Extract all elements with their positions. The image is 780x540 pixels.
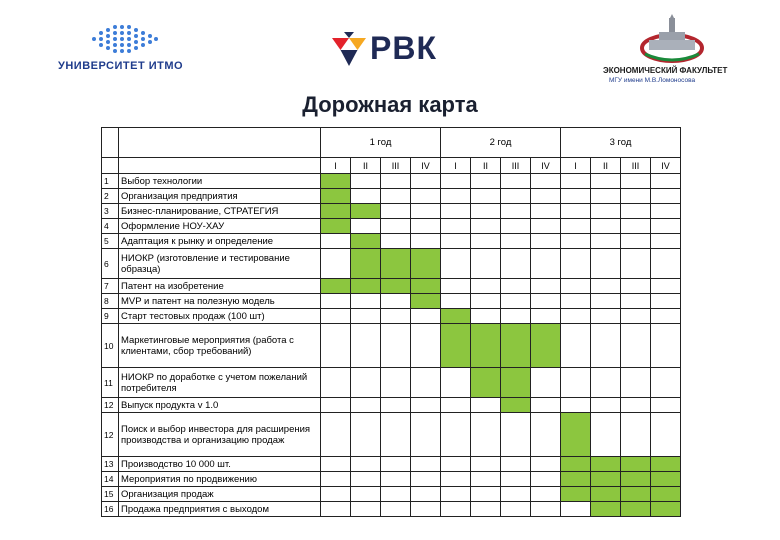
timeline-cell [381,487,411,502]
table-row [102,294,681,309]
timeline-cell [351,309,381,324]
timeline-cell [441,413,471,457]
task-name: Маркетинговые мероприятия (работа с клиентами, сбор требований) [119,324,321,368]
timeline-cell [651,204,681,219]
timeline-cell [351,472,381,487]
timeline-cell [321,368,351,398]
timeline-cell [411,413,441,457]
timeline-cell [591,324,621,368]
timeline-cell [531,189,561,204]
table-row [102,279,681,294]
timeline-cell [411,472,441,487]
timeline-cell [471,413,501,457]
quarter-header: II [591,158,621,174]
timeline-cell-active [651,472,681,487]
table-row [102,368,681,398]
timeline-cell [411,398,441,413]
timeline-cell-active [651,487,681,502]
timeline-cell [561,502,591,517]
timeline-cell [561,219,591,234]
roadmap-table [101,127,681,517]
timeline-cell [621,174,651,189]
task-name: НИОКР по доработке с учетом пожеланий потребителя [119,368,321,398]
page-title: Дорожная карта [302,92,478,117]
timeline-cell [441,294,471,309]
task-name: MVP и патент на полезную модель [119,294,321,309]
quarter-header: IV [411,158,441,174]
rvk-mark-icon [332,32,366,68]
task-name: Оформление НОУ-ХАУ [119,219,321,234]
econ-faculty-title: ЭКОНОМИЧЕСКИЙ ФАКУЛЬТЕТ [603,66,728,75]
quarter-header: IV [651,158,681,174]
timeline-cell [561,234,591,249]
timeline-cell-active [471,368,501,398]
timeline-cell-active [501,368,531,398]
timeline-cell [501,219,531,234]
timeline-cell [441,502,471,517]
timeline-cell [441,457,471,472]
timeline-cell [651,279,681,294]
row-number: 8 [102,294,119,309]
quarter-header: II [351,158,381,174]
timeline-cell [591,279,621,294]
timeline-cell [471,219,501,234]
timeline-cell [471,309,501,324]
timeline-cell [351,219,381,234]
year-header: 1 год [321,128,441,158]
row-number: 15 [102,487,119,502]
timeline-cell [561,309,591,324]
timeline-cell [501,174,531,189]
row-number: 14 [102,472,119,487]
timeline-cell [381,189,411,204]
itmo-dots-icon [90,22,160,56]
timeline-cell [531,204,561,219]
timeline-cell-active [621,457,651,472]
row-number: 16 [102,502,119,517]
timeline-cell [501,457,531,472]
header-corner [119,158,321,174]
timeline-cell [501,472,531,487]
timeline-cell [501,279,531,294]
timeline-cell [651,189,681,204]
timeline-cell-active [651,457,681,472]
timeline-cell [321,398,351,413]
task-name: Производство 10 000 шт. [119,457,321,472]
timeline-cell [561,398,591,413]
timeline-cell [501,234,531,249]
timeline-cell [591,249,621,279]
timeline-cell-active [621,487,651,502]
table-row [102,487,681,502]
timeline-cell [351,413,381,457]
timeline-cell [531,234,561,249]
timeline-cell [471,294,501,309]
task-name: Мероприятия по продвижению [119,472,321,487]
table-row [102,234,681,249]
timeline-cell [561,324,591,368]
timeline-cell [651,309,681,324]
timeline-cell [351,487,381,502]
table-row [102,324,681,368]
timeline-cell [561,189,591,204]
timeline-cell [321,234,351,249]
timeline-cell [471,174,501,189]
timeline-cell [351,398,381,413]
msu-building-icon [639,14,705,64]
timeline-cell [411,174,441,189]
timeline-cell [381,398,411,413]
timeline-cell [651,398,681,413]
timeline-cell [591,398,621,413]
timeline-cell [621,294,651,309]
timeline-cell [621,249,651,279]
timeline-cell [411,219,441,234]
timeline-cell [651,413,681,457]
timeline-cell [591,294,621,309]
timeline-cell [321,294,351,309]
timeline-cell [351,294,381,309]
timeline-cell [441,204,471,219]
timeline-cell [591,368,621,398]
timeline-cell [381,204,411,219]
timeline-cell [651,234,681,249]
timeline-cell [321,309,351,324]
timeline-cell [411,234,441,249]
timeline-cell [411,368,441,398]
timeline-cell [411,324,441,368]
timeline-cell [411,487,441,502]
task-name: Патент на изобретение [119,279,321,294]
timeline-cell [531,457,561,472]
quarter-header: I [321,158,351,174]
timeline-cell [501,189,531,204]
table-row [102,472,681,487]
timeline-cell [321,487,351,502]
rvk-logo-text: РВК [370,30,437,66]
timeline-cell [591,309,621,324]
timeline-cell [531,219,561,234]
timeline-cell-active [351,279,381,294]
timeline-cell-active [321,279,351,294]
timeline-cell-active [561,487,591,502]
timeline-cell [561,279,591,294]
timeline-cell-active [351,249,381,279]
row-number: 6 [102,249,119,279]
timeline-cell [501,413,531,457]
timeline-cell [441,487,471,502]
task-name: Выбор технологии [119,174,321,189]
row-number: 13 [102,457,119,472]
timeline-cell [501,249,531,279]
timeline-cell [441,189,471,204]
quarter-header: III [621,158,651,174]
timeline-cell [591,189,621,204]
timeline-cell [351,189,381,204]
timeline-cell [651,368,681,398]
timeline-cell [531,398,561,413]
timeline-cell [381,472,411,487]
timeline-cell [321,249,351,279]
table-row [102,502,681,517]
year-header-row [102,128,681,158]
header-corner [102,158,119,174]
timeline-cell [591,174,621,189]
timeline-cell-active [351,234,381,249]
year-header: 2 год [441,128,561,158]
timeline-cell [381,413,411,457]
timeline-cell [471,487,501,502]
timeline-cell [561,368,591,398]
timeline-cell-active [411,294,441,309]
table-row [102,309,681,324]
timeline-cell [561,204,591,219]
timeline-cell [411,189,441,204]
timeline-cell [471,234,501,249]
header-corner [119,128,321,158]
timeline-cell [591,219,621,234]
timeline-cell [621,189,651,204]
timeline-cell-active [501,398,531,413]
timeline-cell [621,279,651,294]
quarter-header: II [471,158,501,174]
timeline-cell [501,294,531,309]
timeline-cell [621,219,651,234]
timeline-cell [471,502,501,517]
timeline-cell [381,502,411,517]
timeline-cell [381,309,411,324]
timeline-cell-active [321,219,351,234]
timeline-cell-active [651,502,681,517]
timeline-cell-active [531,324,561,368]
timeline-cell [561,294,591,309]
timeline-cell-active [591,502,621,517]
timeline-cell [441,219,471,234]
timeline-cell-active [501,324,531,368]
timeline-cell-active [381,249,411,279]
year-header: 3 год [561,128,681,158]
row-number: 3 [102,204,119,219]
timeline-cell [621,413,651,457]
timeline-cell [621,398,651,413]
table-row [102,219,681,234]
itmo-logo [58,22,198,82]
timeline-cell [321,472,351,487]
task-name: Поиск и выбор инвестора для расширения производства и организацию продаж [119,413,321,457]
table-row [102,174,681,189]
timeline-cell [441,398,471,413]
row-number: 9 [102,309,119,324]
timeline-cell [351,174,381,189]
row-number: 12 [102,413,119,457]
timeline-cell [351,502,381,517]
task-name: Продажа предприятия с выходом [119,502,321,517]
timeline-cell [441,234,471,249]
timeline-cell [381,219,411,234]
timeline-cell [411,457,441,472]
timeline-cell [321,324,351,368]
timeline-cell-active [561,413,591,457]
timeline-cell [531,487,561,502]
timeline-cell [351,324,381,368]
timeline-cell-active [591,487,621,502]
task-name: НИОКР (изготовление и тестирование образца) [119,249,321,279]
itmo-logo-text: УНИВЕРСИТЕТ ИТМО [58,60,184,72]
timeline-cell-active [591,472,621,487]
quarter-header: I [561,158,591,174]
timeline-cell [501,502,531,517]
task-name: Выпуск продукта v 1.0 [119,398,321,413]
timeline-cell [531,309,561,324]
timeline-cell-active [561,457,591,472]
table-row [102,398,681,413]
quarter-header-row [102,158,681,174]
timeline-cell-active [321,204,351,219]
timeline-cell [471,204,501,219]
timeline-cell [381,294,411,309]
timeline-cell [471,398,501,413]
quarter-header: III [501,158,531,174]
timeline-cell [621,309,651,324]
econ-faculty-subtitle: МГУ имени М.В.Ломоносова [609,77,696,84]
timeline-cell [591,204,621,219]
task-name: Адаптация к рынку и определение [119,234,321,249]
timeline-cell-active [411,249,441,279]
table-row [102,413,681,457]
timeline-cell [321,457,351,472]
task-name: Организация продаж [119,487,321,502]
timeline-cell [441,249,471,279]
timeline-cell [411,204,441,219]
quarter-header: I [441,158,471,174]
timeline-cell [381,234,411,249]
timeline-cell [531,502,561,517]
timeline-cell [561,249,591,279]
timeline-cell-active [471,324,501,368]
timeline-cell [651,294,681,309]
timeline-cell [351,368,381,398]
timeline-cell [411,309,441,324]
row-number: 5 [102,234,119,249]
timeline-cell [351,457,381,472]
table-row [102,457,681,472]
timeline-cell [471,457,501,472]
quarter-header: III [381,158,411,174]
rvk-logo [332,30,452,74]
timeline-cell [381,324,411,368]
timeline-cell-active [561,472,591,487]
timeline-cell-active [381,279,411,294]
timeline-cell [531,413,561,457]
header-corner [102,128,119,158]
timeline-cell [651,249,681,279]
timeline-cell [531,368,561,398]
timeline-cell [621,204,651,219]
timeline-cell-active [621,502,651,517]
timeline-cell-active [321,174,351,189]
row-number: 12 [102,398,119,413]
timeline-cell [321,413,351,457]
timeline-cell [471,189,501,204]
timeline-cell [621,234,651,249]
task-name: Бизнес-планирование, СТРАТЕГИЯ [119,204,321,219]
timeline-cell [501,204,531,219]
timeline-cell [531,472,561,487]
timeline-cell-active [351,204,381,219]
timeline-cell [651,219,681,234]
row-number: 4 [102,219,119,234]
timeline-cell [381,174,411,189]
row-number: 11 [102,368,119,398]
timeline-cell-active [621,472,651,487]
timeline-cell [531,294,561,309]
row-number: 7 [102,279,119,294]
timeline-cell [531,249,561,279]
econ-faculty-logo [603,14,743,94]
timeline-cell [651,174,681,189]
timeline-cell [531,174,561,189]
timeline-cell [621,324,651,368]
timeline-cell [441,368,471,398]
timeline-cell [591,234,621,249]
timeline-cell [441,174,471,189]
row-number: 2 [102,189,119,204]
table-row [102,189,681,204]
timeline-cell [471,249,501,279]
timeline-cell [591,413,621,457]
timeline-cell-active [441,324,471,368]
timeline-cell [411,502,441,517]
quarter-header: IV [531,158,561,174]
timeline-cell [381,368,411,398]
timeline-cell [471,472,501,487]
table-row [102,249,681,279]
timeline-cell-active [321,189,351,204]
timeline-cell [321,502,351,517]
table-row [102,204,681,219]
timeline-cell [561,174,591,189]
timeline-cell [441,279,471,294]
timeline-cell [501,309,531,324]
task-name: Старт тестовых продаж (100 шт) [119,309,321,324]
timeline-cell [501,487,531,502]
timeline-cell [531,279,561,294]
timeline-cell [621,368,651,398]
timeline-cell-active [411,279,441,294]
timeline-cell [471,279,501,294]
timeline-cell-active [591,457,621,472]
timeline-cell [381,457,411,472]
timeline-cell-active [441,309,471,324]
row-number: 10 [102,324,119,368]
timeline-cell [441,472,471,487]
row-number: 1 [102,174,119,189]
task-name: Организация предприятия [119,189,321,204]
timeline-cell [651,324,681,368]
